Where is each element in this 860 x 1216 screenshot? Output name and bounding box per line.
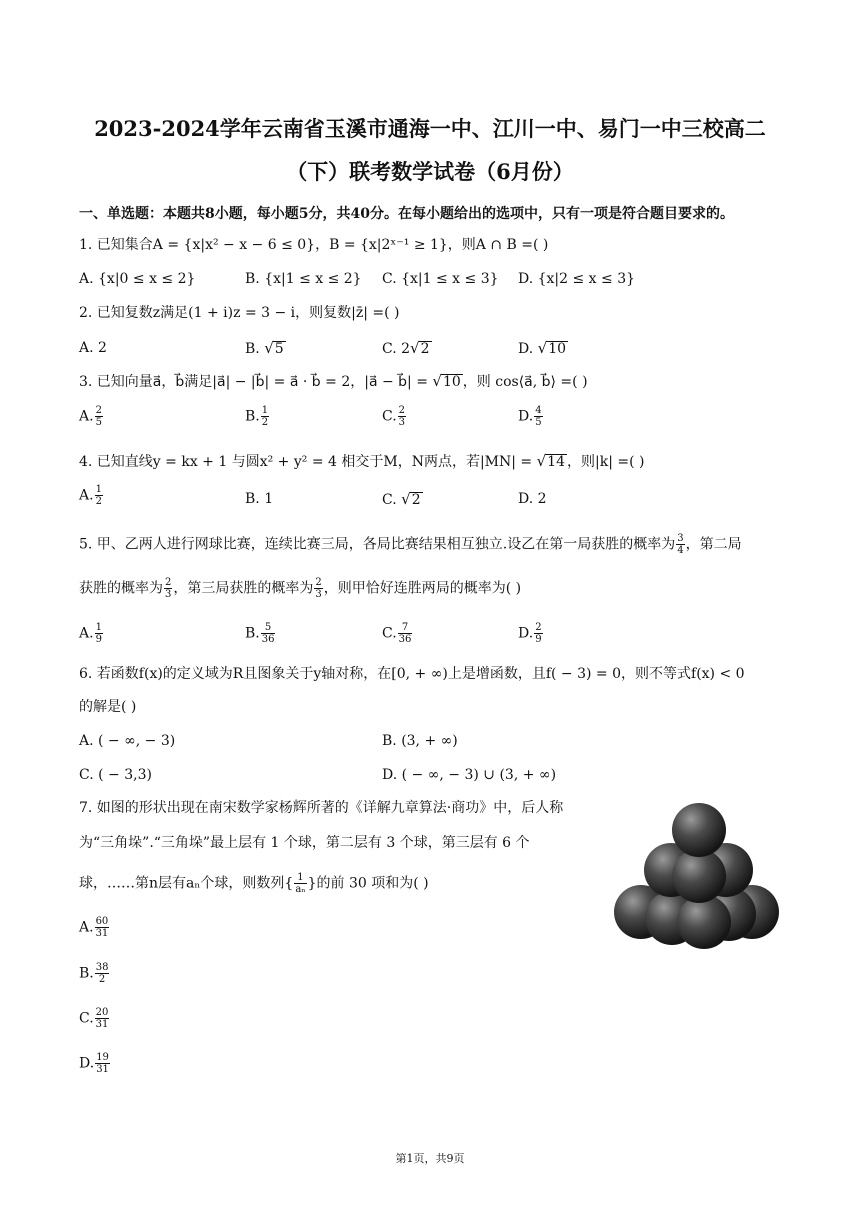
top-layer [672, 803, 726, 857]
question-6-line-1: 6. 若函数f(x)的定义域为R且图象关于y轴对称，在[0, + ∞)上是增函数，且f( − 3) = 0，则不等式f(x) < 0 [79, 666, 745, 682]
q2-option-b: B. √5 [245, 339, 284, 357]
q1-option-d: D. {x|2 ≤ x ≤ 3} [518, 271, 636, 287]
q5-option-c: C. $\frac{7}{36}$ [382, 622, 412, 645]
q3-option-d: D. $\frac{4}{5}$ [518, 405, 542, 428]
q2-b-radicand: 5 [274, 341, 284, 357]
q2-option-a: A. 2 [79, 340, 107, 356]
q4-option-b: B. 1 [245, 491, 274, 507]
section-heading: 一、单选题：本题共8小题，每小题5分，共40分。在每小题给出的选项中，只有一项是符合题目要求的。 [79, 206, 734, 222]
q6-option-d: D. ( − ∞, − 3) ∪ (3, + ∞) [382, 767, 557, 783]
q1-option-c: C. {x|1 ≤ x ≤ 3} [382, 271, 499, 287]
ball [677, 895, 731, 949]
q4-option-a: A. $\frac{1}{2}$ [79, 484, 102, 507]
q1-option-b: B. {x|1 ≤ x ≤ 2} [245, 271, 362, 287]
q7-option-d: D. $\frac{19}{31}$ [79, 1052, 109, 1075]
q6-option-b: B. (3, + ∞) [382, 733, 458, 749]
q5-option-a: A. $\frac{1}{9}$ [79, 622, 102, 645]
q2-c-radicand: 2 [420, 341, 430, 357]
question-5-line-1: 5. 甲、乙两人进行网球比赛，连续比赛三局，各局比赛结果相互独立.设乙在第一局获胜的概率为 $\frac{3}{4}$ ，第二局 [79, 533, 742, 556]
page-footer: 第1页，共9页 [395, 1152, 465, 1165]
q2-option-c: C. 2√2 [382, 339, 430, 357]
q7-option-b: B. $\frac{38}{2}$ [79, 962, 109, 985]
q4-option-c: C. √2 [382, 490, 421, 508]
question-6-line-2: 的解是( ) [79, 699, 137, 715]
q3-option-b: B. $\frac{1}{2}$ [245, 405, 269, 428]
question-5-line-2: 获胜的概率为 $\frac{2}{3}$ ，第三局获胜的概率为 $\frac{2}{3}$ ，则甲恰好连胜两局的概率为( ) [79, 577, 522, 600]
q2-option-d: D. √10 [518, 339, 567, 357]
q3-option-c: C. $\frac{2}{3}$ [382, 405, 406, 428]
q5-option-b: B. $\frac{5}{36}$ [245, 622, 275, 645]
triangular-ball-stack-figure [614, 800, 784, 950]
title-line-1: 2023-2024学年云南省玉溪市通海一中、江川一中、易门一中三校高二 [94, 116, 766, 141]
question-7-line-1: 7. 如图的形状出现在南宋数学家杨辉所著的《详解九章算法·商功》中，后人称 [79, 800, 564, 816]
ball [672, 849, 726, 903]
question-2-stem: 2. 已知复数z满足(1 + i)z = 3 − i，则复数|z̄| =( ) [79, 305, 400, 321]
q7-option-a: A. $\frac{60}{31}$ [79, 916, 109, 939]
ball [672, 803, 726, 857]
question-3-stem: 3. 已知向量a⃗，b⃗满足|a⃗| − |b⃗| = a⃗ · b⃗ = 2，|a⃗ − b⃗| = √10 ，则 cos⟨a⃗, b⃗⟩ =( ) [79, 372, 588, 390]
question-4-stem: 4. 已知直线y = kx + 1 与圆x² + y² = 4 相交于M，N两点，若|MN| = √14 ，则|k| =( ) [79, 452, 645, 470]
title-line-2: （下）联考数学试卷（6月份） [286, 159, 574, 184]
q6-option-c: C. ( − 3,3) [79, 767, 152, 783]
q2-d-radicand: 10 [548, 341, 567, 357]
q1-option-a: A. {x|0 ≤ x ≤ 2} [79, 271, 196, 287]
q5-option-d: D. $\frac{2}{9}$ [518, 622, 542, 645]
q7-option-c: C. $\frac{20}{31}$ [79, 1007, 109, 1030]
q4-option-d: D. 2 [518, 491, 547, 507]
question-7-line-2: 为“三角垛”.“三角垛”最上层有 1 个球，第二层有 3 个球，第三层有 6 个 [79, 835, 530, 851]
question-1-stem: 1. 已知集合A = {x|x² − x − 6 ≤ 0}，B = {x|2ˣ⁻¹ ≥ 1}，则A ∩ B =( ) [79, 237, 549, 253]
question-7-line-3: 球，……第n层有aₙ个球，则数列{ $\frac{1}{\text{aₙ}}$ }的前 30 项和为( ) [79, 872, 429, 895]
q6-option-a: A. ( − ∞, − 3) [79, 733, 176, 749]
q3-option-a: A. $\frac{2}{5}$ [79, 405, 102, 428]
